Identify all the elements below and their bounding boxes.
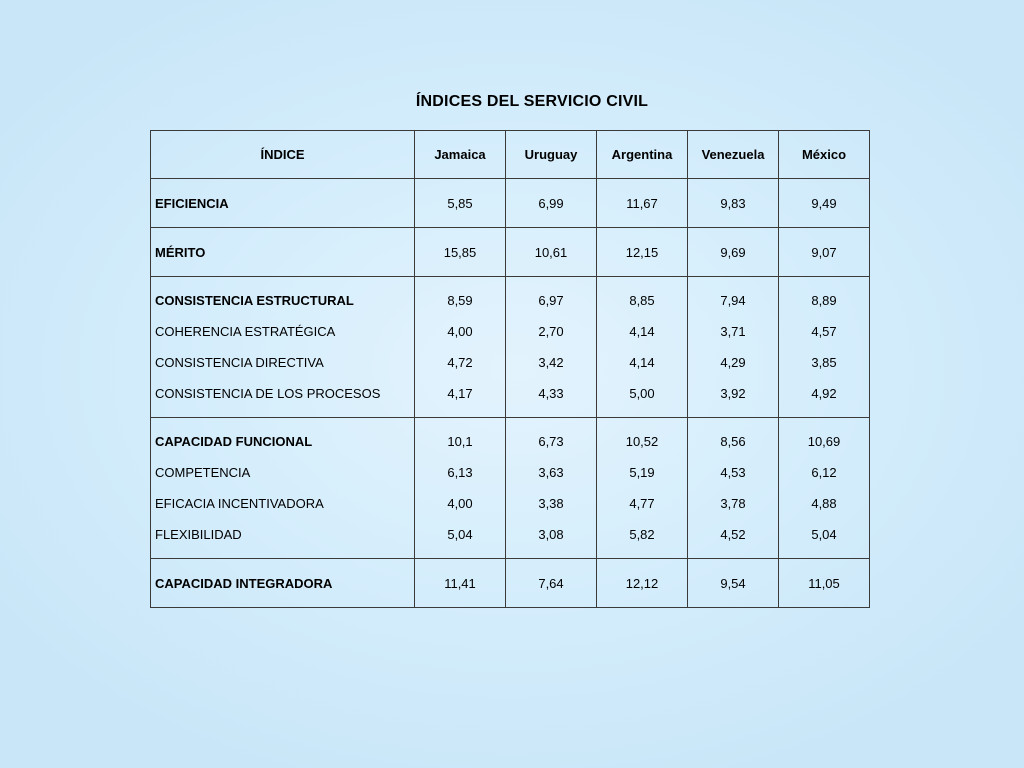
index-value: 4,77 <box>629 496 655 511</box>
index-value: 4,57 <box>811 324 837 339</box>
index-value: 10,61 <box>534 244 568 260</box>
index-label: EFICIENCIA <box>155 195 229 211</box>
indices-table <box>150 130 870 608</box>
index-value: 5,82 <box>629 527 655 542</box>
index-value: 3,63 <box>538 465 564 480</box>
index-label: CONSISTENCIA ESTRUCTURAL <box>155 293 354 308</box>
index-value: 4,72 <box>447 355 473 370</box>
index-label-cell <box>151 179 415 228</box>
index-value: 8,85 <box>629 293 655 308</box>
index-value: 4,53 <box>720 465 746 480</box>
index-value: 9,07 <box>811 244 837 260</box>
index-value: 9,54 <box>720 575 746 591</box>
index-value: 4,00 <box>447 324 473 339</box>
value-cell <box>506 277 597 418</box>
index-value: 8,56 <box>720 434 746 449</box>
table-row-group <box>151 277 870 418</box>
index-value: 11,67 <box>626 195 658 211</box>
value-cell <box>779 179 870 228</box>
index-value: 4,14 <box>629 324 655 339</box>
index-value: 9,83 <box>720 195 746 211</box>
value-cell <box>506 228 597 277</box>
value-cell <box>688 277 779 418</box>
index-value: 11,41 <box>444 575 476 591</box>
value-cell <box>779 418 870 559</box>
value-cell <box>415 277 506 418</box>
index-value: 4,29 <box>720 355 746 370</box>
index-value: 4,33 <box>538 386 564 401</box>
index-value: 3,08 <box>538 527 564 542</box>
index-value: 3,85 <box>811 355 837 370</box>
index-value: 12,15 <box>625 244 659 260</box>
index-value: 9,49 <box>811 195 837 211</box>
index-label: CONSISTENCIA DE LOS PROCESOS <box>155 386 381 401</box>
index-value: 4,88 <box>811 496 837 511</box>
header-row <box>151 131 870 179</box>
index-value: 10,1 <box>447 434 473 449</box>
value-cell <box>779 228 870 277</box>
value-cell <box>688 179 779 228</box>
index-label: CONSISTENCIA DIRECTIVA <box>155 355 324 370</box>
index-value: 6,73 <box>538 434 564 449</box>
value-cell <box>597 277 688 418</box>
index-value: 4,52 <box>720 527 746 542</box>
index-value: 3,71 <box>720 324 746 339</box>
index-label-cell <box>151 418 415 559</box>
value-cell <box>415 559 506 608</box>
index-value: 4,17 <box>447 386 473 401</box>
index-value: 10,69 <box>807 434 841 449</box>
value-cell <box>506 559 597 608</box>
table-row-group <box>151 559 870 608</box>
index-value: 8,89 <box>811 293 837 308</box>
index-label-cell <box>151 228 415 277</box>
index-value: 7,94 <box>720 293 746 308</box>
index-label: COHERENCIA ESTRATÉGICA <box>155 324 336 339</box>
index-label-cell <box>151 277 415 418</box>
value-cell <box>597 559 688 608</box>
index-value: 10,52 <box>625 434 659 449</box>
header-cell-uruguay: Uruguay <box>506 131 597 179</box>
index-value: 12,12 <box>625 575 659 591</box>
index-value: 6,97 <box>538 293 564 308</box>
index-value: 7,64 <box>538 575 564 591</box>
index-value: 2,70 <box>538 324 564 339</box>
table-row-group <box>151 179 870 228</box>
index-value: 5,00 <box>629 386 655 401</box>
value-cell <box>597 179 688 228</box>
table-body <box>151 179 870 608</box>
header-cell-mexico: México <box>779 131 870 179</box>
index-value: 3,92 <box>720 386 746 401</box>
index-label: CAPACIDAD INTEGRADORA <box>155 575 333 591</box>
table-row-group <box>151 418 870 559</box>
header-cell-index: ÍNDICE <box>151 131 415 179</box>
index-value: 5,04 <box>447 527 473 542</box>
value-cell <box>597 228 688 277</box>
value-cell <box>779 277 870 418</box>
value-cell <box>415 179 506 228</box>
index-label: COMPETENCIA <box>155 465 251 480</box>
index-value: 15,85 <box>443 244 477 260</box>
table-row-group <box>151 228 870 277</box>
index-label: EFICACIA INCENTIVADORA <box>155 496 324 511</box>
index-label: FLEXIBILIDAD <box>155 527 242 542</box>
value-cell <box>688 559 779 608</box>
index-value: 8,59 <box>447 293 473 308</box>
index-value: 3,42 <box>538 355 564 370</box>
index-value: 6,13 <box>447 465 473 480</box>
value-cell <box>506 418 597 559</box>
index-label: CAPACIDAD FUNCIONAL <box>155 434 313 449</box>
index-value: 3,38 <box>538 496 564 511</box>
value-cell <box>688 418 779 559</box>
value-cell <box>415 228 506 277</box>
value-cell <box>597 418 688 559</box>
value-cell <box>415 418 506 559</box>
value-cell <box>779 559 870 608</box>
index-label-cell <box>151 559 415 608</box>
value-cell <box>506 179 597 228</box>
index-value: 5,85 <box>447 195 473 211</box>
index-label: MÉRITO <box>155 244 206 260</box>
index-value: 11,05 <box>808 575 840 591</box>
header-cell-venezuela: Venezuela <box>688 131 779 179</box>
page-title: ÍNDICES DEL SERVICIO CIVIL <box>415 93 649 110</box>
index-value: 4,00 <box>447 496 473 511</box>
index-value: 9,69 <box>720 244 746 260</box>
index-value: 5,19 <box>629 465 655 480</box>
value-cell <box>688 228 779 277</box>
index-value: 5,04 <box>811 527 837 542</box>
header-cell-argentina: Argentina <box>597 131 688 179</box>
index-value: 3,78 <box>720 496 746 511</box>
index-value: 4,92 <box>811 386 837 401</box>
index-value: 4,14 <box>629 355 655 370</box>
header-cell-jamaica: Jamaica <box>415 131 506 179</box>
index-value: 6,99 <box>538 195 564 211</box>
index-value: 6,12 <box>811 465 837 480</box>
